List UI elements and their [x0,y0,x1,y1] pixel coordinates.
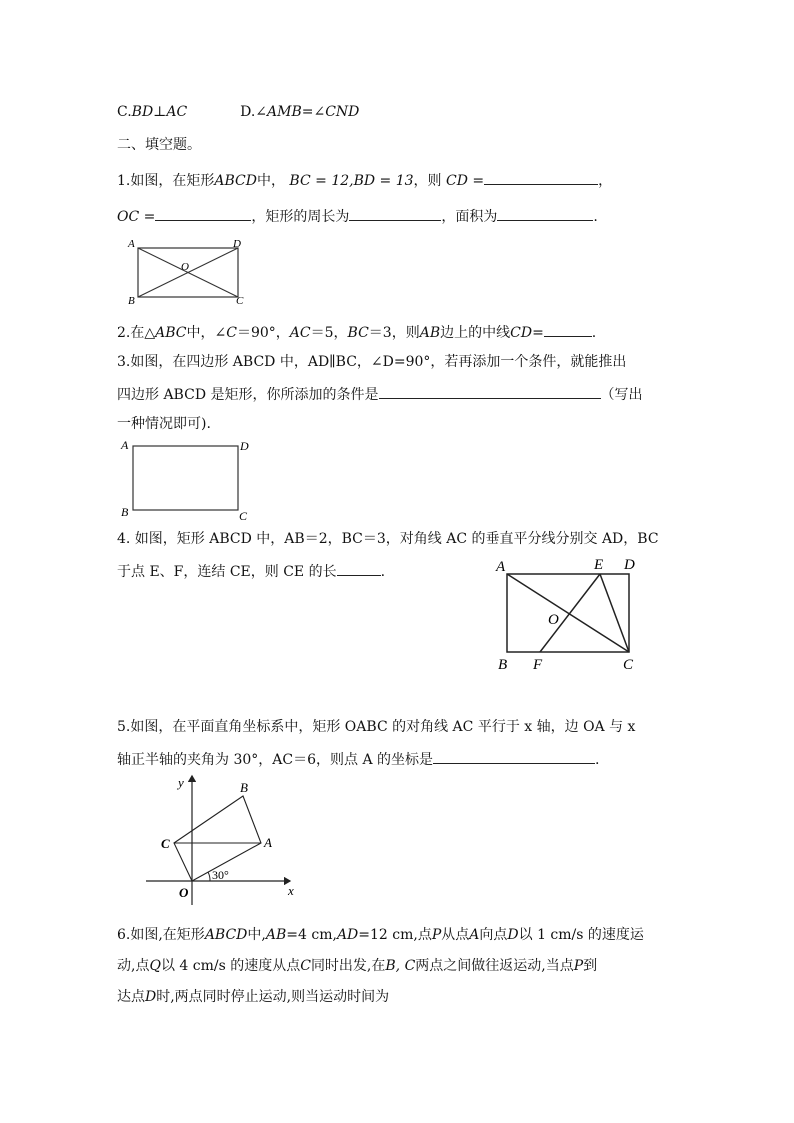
fig4-diagonal-ac [507,574,629,652]
q4-line2: 于点 E、F，连结 CE，则 CE 的长 . [117,561,385,581]
q1-blank-oc[interactable] [155,206,251,221]
fig5-angle-arc [208,872,210,881]
fig5-angle-label: 30° [212,868,229,882]
options-row [117,103,359,121]
fig4-label-e: E [594,557,604,573]
q2-blank[interactable] [544,322,592,337]
q5-line1: 5.如图，在平面直角坐标系中，矩形 OABC 的对角线 AC 平行于 x 轴，边 OA 与 x [117,719,636,735]
fig5-label-b: B [240,780,248,795]
q4-line1: 4. 如图，矩形 ABCD 中，AB＝2，BC＝3，对角线 AC 的垂直平分线分别交 AD，BC [117,531,659,547]
fig3-label-a: A [121,438,129,452]
q3-line1: 3.如图，在四边形 ABCD 中，AD∥BC，∠D=90°，若再添加一个条件，就能推出 [117,354,627,370]
fig5-label-c: C [161,836,170,851]
q5-blank[interactable] [433,749,595,764]
fig4-label-d: D [624,557,635,573]
option-c-prefix: C. [117,104,132,120]
section-title: 二、填空题。 [117,137,201,153]
q3-blank[interactable] [379,384,601,399]
fig4-label-o: O [548,612,559,628]
option-d-text: ∠AMB=∠CND [255,104,360,120]
q4-blank[interactable] [337,561,381,576]
fig4-line-ce [600,574,629,652]
fig1-label-d: D [233,238,241,250]
fig3-label-d: D [240,439,249,453]
fig4-label-f: F [533,657,543,673]
figure-4-rectangle [490,552,650,677]
q6-line2: 动,点Q以 4 cm/s 的速度从点C同时出发,在B, C两点之间做往返运动,当点P到 [117,958,598,974]
figure-5-coordinate [140,770,310,910]
q3-line2: 四边形 ABCD 是矩形，你所添加的条件是 （写出 [117,384,643,404]
fig1-label-o: O [181,261,189,273]
fig4-label-a: A [496,559,506,575]
fig1-label-a: A [128,238,135,250]
q3-line3: 一种情况即可). [117,416,211,432]
q2-line: 2.在△ABC中，∠C＝90°，AC＝5，BC＝3，则AB边上的中线CD= . [117,322,596,342]
figure-1-rectangle [126,236,256,308]
fig5-label-a: A [264,835,272,850]
fig1-label-c: C [236,295,244,307]
q6-line3: 达点D时,两点同时停止运动,则当运动时间为 [117,989,390,1005]
fig5-label-o: O [179,885,189,900]
figure-3-rectangle [118,436,258,524]
fig4-label-b: B [498,657,508,673]
fig4-label-c: C [623,657,634,673]
q1-blank-area[interactable] [497,206,593,221]
q1-line2: OC = ，矩形的周长为 ，面积为 . [117,206,598,226]
q1-blank-perimeter[interactable] [349,206,441,221]
fig3-label-c: C [239,509,248,523]
q1-blank-cd[interactable] [484,170,598,185]
fig1-label-b: B [128,295,135,307]
fig5-label-x: x [288,883,294,898]
fig3-label-b: B [121,505,129,519]
q6-line1: 6.如图,在矩形ABCD中,AB=4 cm,AD=12 cm,点P从点A向点D以 1 cm/s 的速度运 [117,927,644,943]
q5-line2: 轴正半轴的夹角为 30°，AC＝6，则点 A 的坐标是 . [117,749,599,769]
fig5-label-y: y [178,775,184,790]
q1-line1: 1.如图，在矩形ABCD中， BC = 12,BD = 13，则 CD = ， [117,170,612,190]
option-c-text: BD⊥AC [131,104,188,120]
fig3-rect [133,446,238,510]
option-d-prefix: D. [240,104,256,120]
